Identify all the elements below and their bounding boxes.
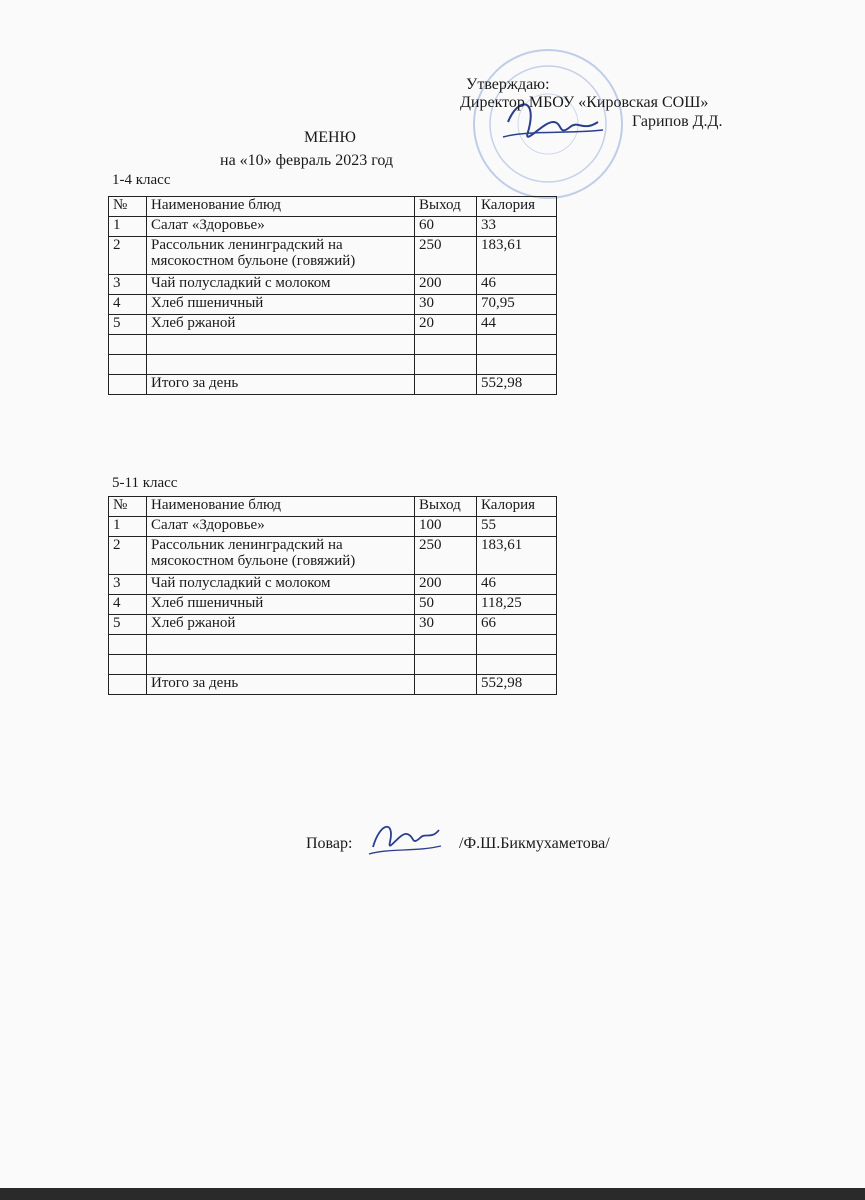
header-cell: Наименование блюд [147, 497, 415, 517]
total-value: 552,98 [477, 375, 557, 395]
table-row [109, 615, 557, 635]
table-cell: 250 [415, 237, 477, 275]
table-cell: 1 [109, 217, 147, 237]
cook-label: Повар: [306, 835, 353, 852]
scan-edge [0, 1188, 865, 1200]
table-cell [477, 335, 557, 355]
table-row [109, 537, 557, 575]
table-row-empty [109, 355, 557, 375]
table-row [109, 275, 557, 295]
table-cell: 44 [477, 315, 557, 335]
header-cell: Выход [415, 197, 477, 217]
table-row [109, 315, 557, 335]
table-cell [415, 655, 477, 675]
table-cell [415, 335, 477, 355]
table-cell: 70,95 [477, 295, 557, 315]
table-cell [147, 335, 415, 355]
table-cell [415, 375, 477, 395]
header-cell: Выход [415, 497, 477, 517]
table-total-row [109, 675, 557, 695]
table-cell [109, 675, 147, 695]
table-cell: Хлеб пшеничный [147, 295, 415, 315]
class-label-5-11: 5-11 класс [112, 475, 178, 491]
table-row-empty [109, 655, 557, 675]
menu-table-5-11 [108, 496, 557, 695]
table-cell: 3 [109, 275, 147, 295]
header-cell: № [109, 197, 147, 217]
table-cell: 2 [109, 237, 147, 275]
table-cell: 33 [477, 217, 557, 237]
table-cell [147, 635, 415, 655]
approval-director-name: Гарипов Д.Д. [632, 113, 723, 130]
table-row [109, 595, 557, 615]
table-header-row [109, 197, 557, 217]
table-cell [415, 355, 477, 375]
total-label: Итого за день [147, 375, 415, 395]
menu-table-1-4 [108, 196, 557, 395]
table-cell [415, 635, 477, 655]
cook-name: /Ф.Ш.Бикмухаметова/ [459, 835, 610, 852]
table-cell: 1 [109, 517, 147, 537]
table-row [109, 517, 557, 537]
table-cell: 2 [109, 537, 147, 575]
cook-signature [365, 812, 445, 862]
table-cell: 46 [477, 575, 557, 595]
table-cell: 30 [415, 615, 477, 635]
table-row [109, 237, 557, 275]
document-date: на «10» февраль 2023 год [220, 152, 394, 169]
table-cell: Чай полусладкий с молоком [147, 575, 415, 595]
table-cell: Чай полусладкий с молоком [147, 275, 415, 295]
table-cell [147, 655, 415, 675]
table-cell: 5 [109, 315, 147, 335]
table-cell: 5 [109, 615, 147, 635]
header-cell: № [109, 497, 147, 517]
table-cell [109, 655, 147, 675]
table-cell [109, 635, 147, 655]
table-cell: 3 [109, 575, 147, 595]
table-cell: 20 [415, 315, 477, 335]
document-title: МЕНЮ [304, 129, 356, 146]
table-header-row [109, 497, 557, 517]
table-cell [415, 675, 477, 695]
header-cell: Наименование блюд [147, 197, 415, 217]
approval-position: Директор МБОУ «Кировская СОШ» [460, 94, 709, 111]
table-cell: Хлеб ржаной [147, 615, 415, 635]
table-cell: 46 [477, 275, 557, 295]
table-cell: 30 [415, 295, 477, 315]
table-cell [477, 655, 557, 675]
table-cell: 4 [109, 595, 147, 615]
table-cell: 4 [109, 295, 147, 315]
table-cell [477, 355, 557, 375]
table-cell: Хлеб пшеничный [147, 595, 415, 615]
table-cell [477, 635, 557, 655]
table-cell: 200 [415, 575, 477, 595]
total-label: Итого за день [147, 675, 415, 695]
table-cell: Салат «Здоровье» [147, 217, 415, 237]
table-cell: 118,25 [477, 595, 557, 615]
table-cell [109, 335, 147, 355]
total-value: 552,98 [477, 675, 557, 695]
table-cell [147, 355, 415, 375]
header-cell: Калория [477, 497, 557, 517]
table-cell: 50 [415, 595, 477, 615]
table-cell: 66 [477, 615, 557, 635]
class-label-1-4: 1-4 класс [112, 172, 171, 188]
table-cell: Хлеб ржаной [147, 315, 415, 335]
table-cell: Рассольник ленинградский на мясокостном бульоне (говяжий) [147, 537, 415, 575]
table-cell [109, 355, 147, 375]
approval-heading: Утверждаю: [466, 76, 550, 93]
header-cell: Калория [477, 197, 557, 217]
table-total-row [109, 375, 557, 395]
table-cell: 250 [415, 537, 477, 575]
table-cell: 183,61 [477, 237, 557, 275]
table-cell: 100 [415, 517, 477, 537]
table-cell: Салат «Здоровье» [147, 517, 415, 537]
table-cell [109, 375, 147, 395]
table-cell: 60 [415, 217, 477, 237]
table-cell: Рассольник ленинградский на мясокостном бульоне (говяжий) [147, 237, 415, 275]
table-row [109, 217, 557, 237]
table-row [109, 295, 557, 315]
table-cell: 183,61 [477, 537, 557, 575]
table-row [109, 575, 557, 595]
table-row-empty [109, 335, 557, 355]
table-cell: 200 [415, 275, 477, 295]
table-cell: 55 [477, 517, 557, 537]
table-row-empty [109, 635, 557, 655]
